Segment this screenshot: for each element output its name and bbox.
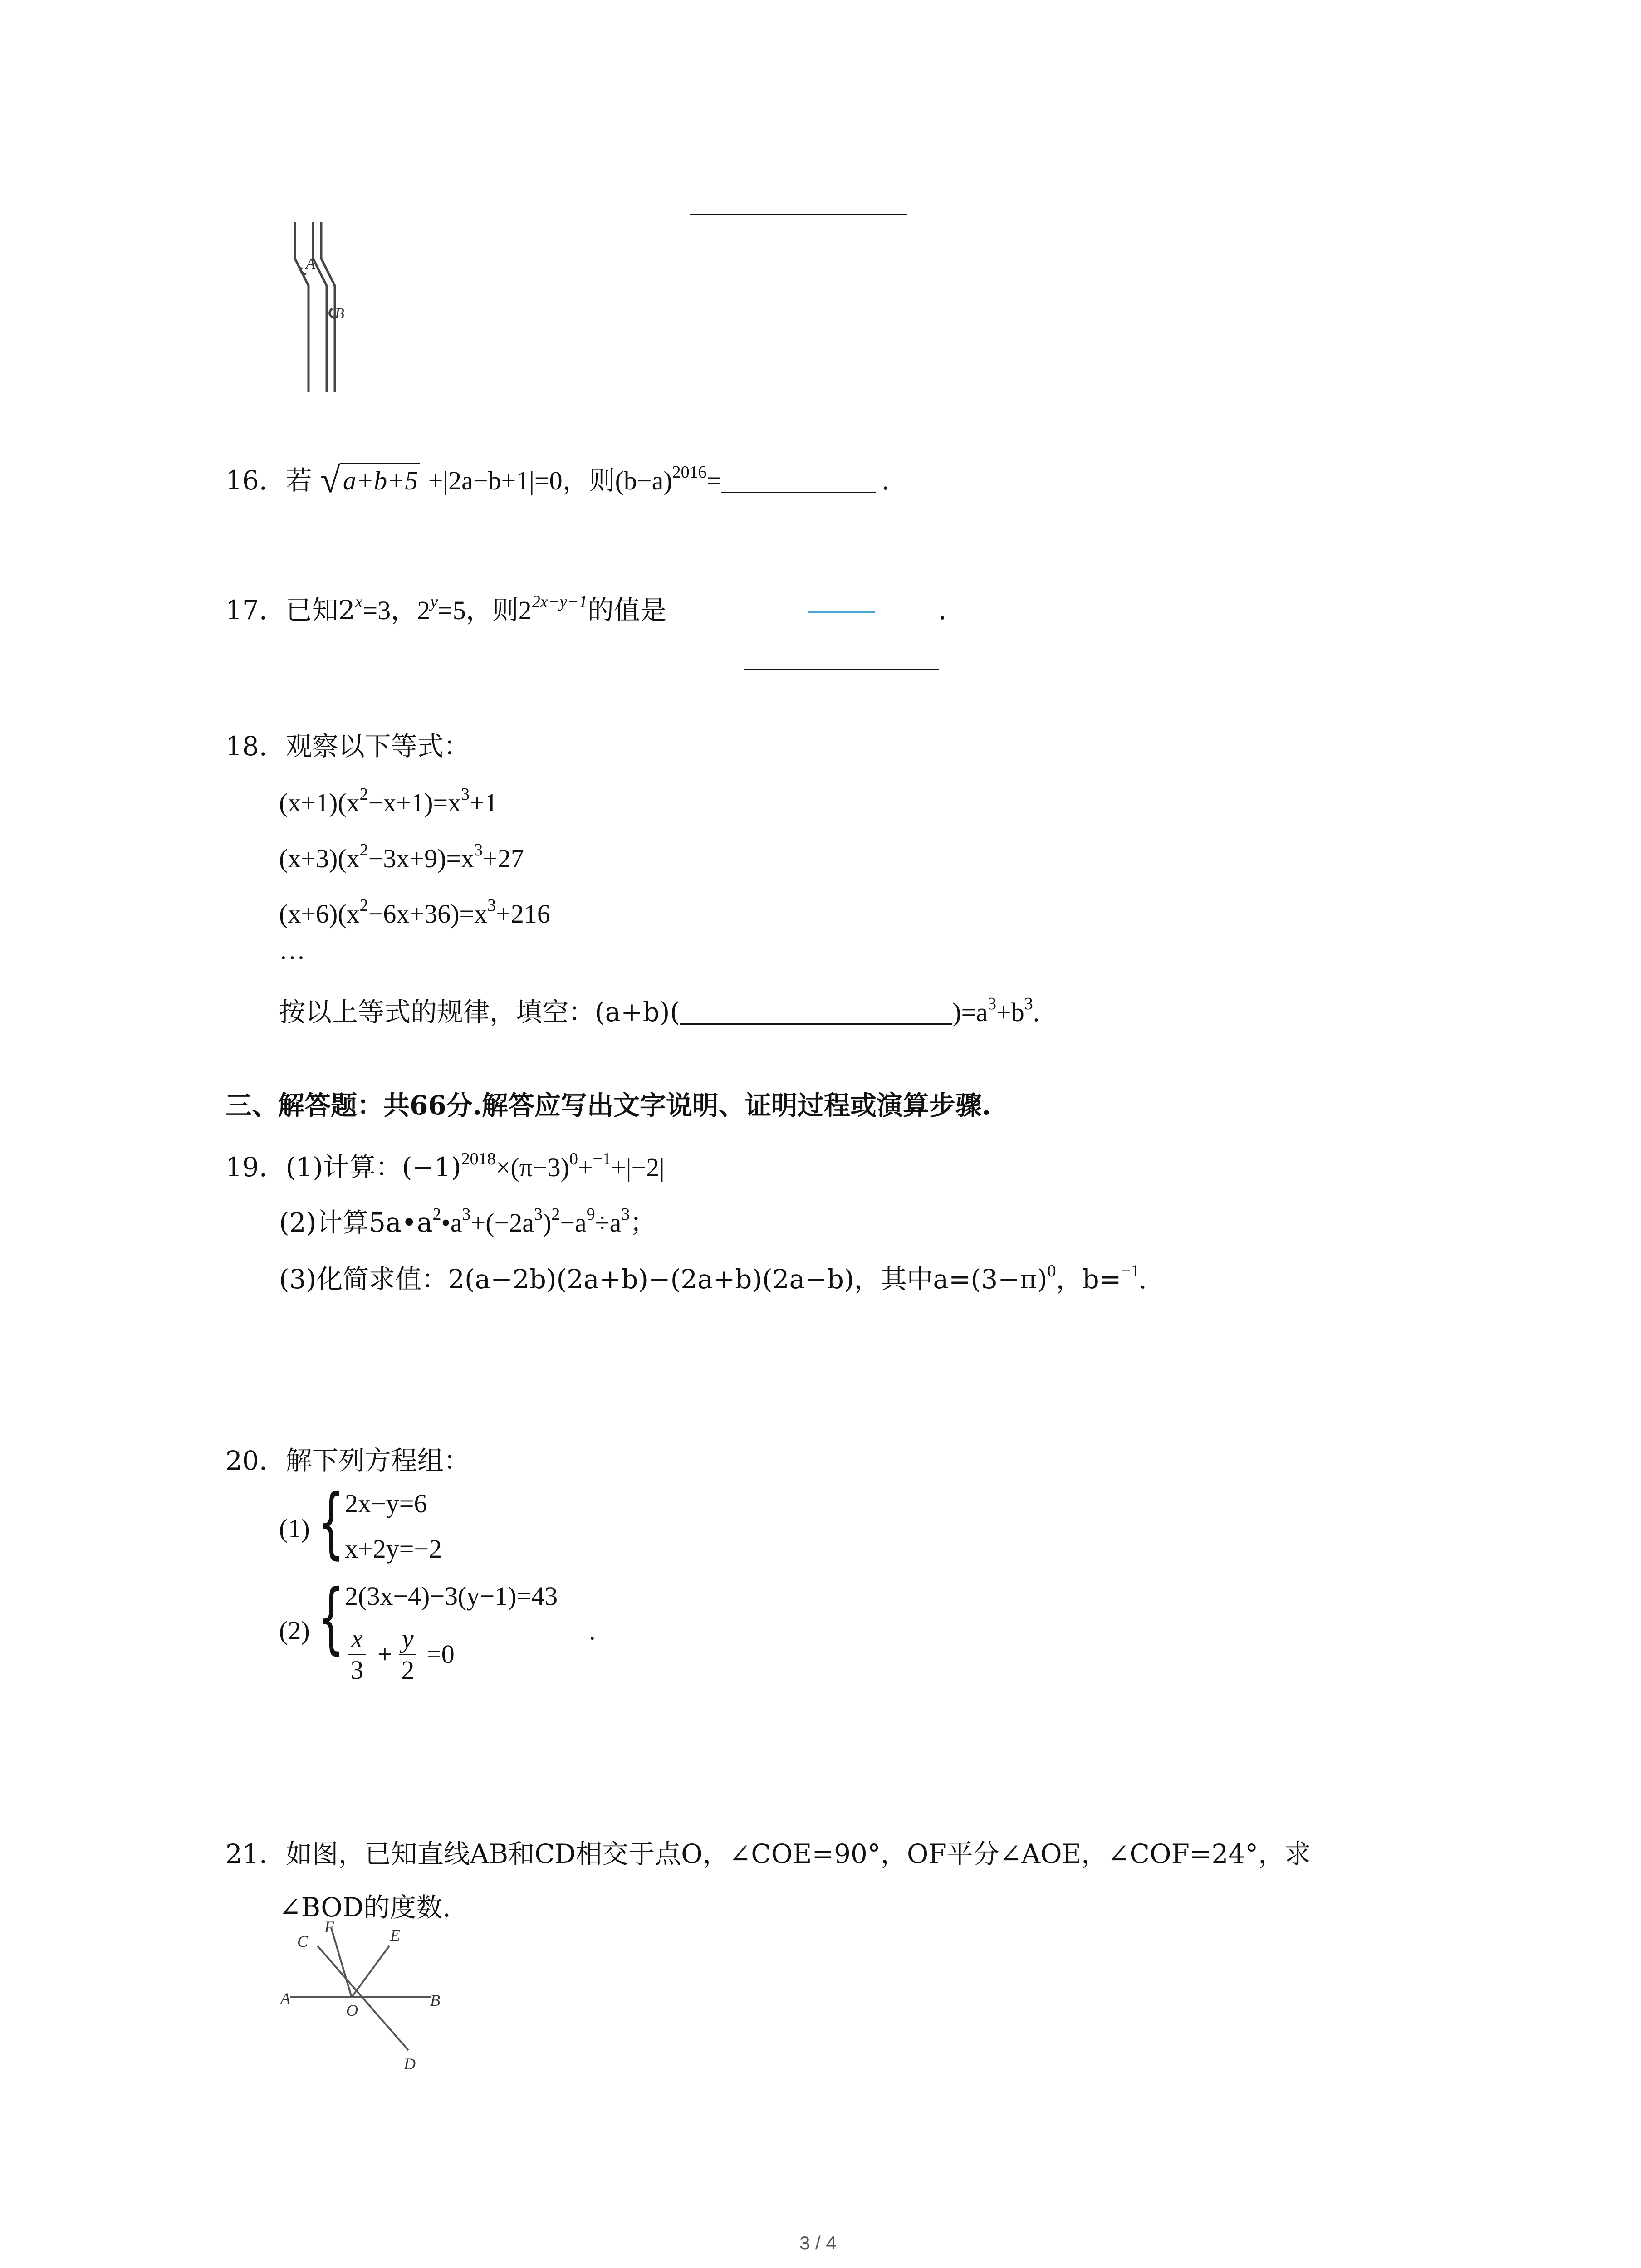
q16-radicand: a+b+5 (340, 463, 420, 495)
q17-text2: =3，2 (362, 596, 431, 625)
fill-lead: 按以上等式的规律，填空：(a+b)( (279, 997, 681, 1027)
q15-answer-blank (690, 214, 907, 215)
label-a: A (280, 1989, 290, 2008)
q18-fill (279, 996, 1039, 1028)
p3-exp: −1 (1121, 1261, 1140, 1281)
q17-exp: 2x−y−1 (531, 592, 588, 611)
q20-intro-text: 解下列方程组： (285, 1445, 470, 1476)
q20-s1-line1: 2x−y=6 (345, 1489, 427, 1518)
q20-s2-label: (2) (279, 1616, 310, 1645)
p2-exp: 3 (621, 1205, 630, 1224)
sqrt-symbol: √ (320, 460, 341, 500)
q16-number: 16. (225, 465, 268, 496)
fill-plus: +b (996, 997, 1024, 1027)
q18-ellipsis: … (279, 935, 305, 965)
label-f: F (324, 1919, 334, 1936)
q18-number: 18. (225, 731, 268, 762)
q17-text4: 的值是 (587, 595, 666, 626)
p2-exp: 3 (462, 1205, 471, 1224)
p2-b: •a (441, 1208, 462, 1237)
fill-exp: 3 (987, 994, 996, 1013)
q15-label-b: B (335, 305, 344, 322)
q17-answer-blank (744, 669, 939, 670)
page-number: 3 / 4 (799, 2232, 837, 2253)
q16-prefix: 若 (285, 465, 312, 496)
p2-g: ； (630, 1207, 656, 1238)
p1-c: + (578, 1153, 593, 1182)
fill-exp: 3 (1024, 994, 1033, 1013)
p2-exp: 9 (586, 1205, 595, 1224)
q15-figure (281, 218, 386, 395)
eq-exp: 3 (487, 896, 496, 915)
eq-left: (x+3)(x (279, 844, 360, 873)
eq-mid: −3x+9)=x (368, 844, 475, 873)
eq-exp: 2 (359, 896, 368, 915)
eq-left: (x+6)(x (279, 899, 360, 929)
section-3-title: 三、解答题：共66分.解答应写出文字说明、证明过程或演算步骤. (225, 1090, 991, 1121)
q18-eq1 (279, 787, 498, 819)
q18-eq2 (279, 843, 524, 875)
label-c: C (297, 1932, 309, 1950)
q17-number: 17. (225, 595, 268, 626)
eq-exp: 3 (461, 785, 470, 804)
q19-p3 (279, 1263, 1146, 1295)
q18-intro (225, 730, 470, 762)
q17-text1: 已知2 (285, 595, 355, 626)
p1-a: (1)计算：(−1) (285, 1152, 461, 1183)
q18-eq3 (279, 898, 550, 930)
p2-exp: 2 (432, 1205, 441, 1224)
frac-num: x (348, 1624, 366, 1655)
q16-answer-blank (721, 468, 876, 493)
p3-exp: 0 (1047, 1261, 1056, 1281)
p3-a: (3)化简求值：2(a−2b)(2a+b)−(2a+b)(2a−b)，其中a=(3−π) (279, 1264, 1048, 1295)
q20-s2-eq: =0 (426, 1639, 455, 1669)
p3-c: . (1139, 1265, 1146, 1294)
frac-num: y (399, 1624, 416, 1655)
q20-s1-line2: x+2y=−2 (345, 1534, 442, 1564)
q19-p1 (225, 1151, 665, 1183)
frac-den: 3 (350, 1655, 364, 1685)
eq-exp: 3 (474, 841, 483, 860)
q20-s2-dot: . (589, 1616, 596, 1645)
q18-answer-blank (680, 1000, 952, 1025)
q21-line1 (225, 1838, 1311, 1870)
eq-mid: −6x+36)=x (368, 899, 488, 929)
p2-c: +(−2a (470, 1208, 534, 1237)
q16-exp: 2016 (672, 463, 707, 482)
eq-right: +1 (470, 788, 498, 817)
fill-dot: . (1033, 997, 1040, 1027)
q16: 16. 若 √ a+b+5 +|2a−b+1|=0，则$(b-a)^{2016}=$ . (225, 460, 890, 500)
p1-exp: 0 (569, 1149, 578, 1168)
eq-exp: 2 (359, 785, 368, 804)
p1-d: +|−2| (611, 1153, 665, 1182)
q17-text3: =5，则2 (438, 596, 532, 625)
q17 (225, 594, 666, 626)
p2-e: −a (560, 1208, 587, 1237)
q20-s2-frac-x (348, 1624, 366, 1685)
q20-s1-label: (1) (279, 1514, 310, 1543)
p1-exp: 2018 (461, 1149, 496, 1168)
q15-label-a: A (306, 255, 315, 272)
label-b: B (430, 1991, 440, 2009)
q20-intro (225, 1445, 470, 1476)
q20-s1-brace: { (318, 1478, 345, 1568)
q19-p2 (279, 1207, 656, 1239)
frac-den: 2 (401, 1655, 415, 1685)
q21-figure (272, 1919, 467, 2082)
q17-blue-mark (808, 611, 875, 613)
q20-s2-frac-y (399, 1624, 416, 1685)
p1-b: ×(π−3) (495, 1153, 569, 1182)
q21-line2: ∠BOD的度数. (279, 1892, 451, 1923)
label-o: O (346, 2001, 358, 2019)
eq-mid: −x+1)=x (368, 788, 461, 817)
q21-number: 21. (225, 1838, 268, 1869)
p2-exp: 3 (534, 1205, 543, 1224)
q16-eq: = (706, 466, 722, 495)
eq-exp: 2 (359, 841, 368, 860)
q17-dot: . (938, 595, 947, 626)
label-d: D (404, 2055, 416, 2073)
p1-exp: −1 (593, 1149, 612, 1168)
q20-number: 20. (225, 1445, 268, 1476)
q20-s2-line1: 2(3x−4)−3(y−1)=43 (345, 1581, 558, 1611)
fill-close: )=a (952, 997, 988, 1027)
p2-f: ÷a (595, 1208, 622, 1237)
ray-of (331, 1928, 352, 1997)
q21-text-1: 如图，已知直线AB和CD相交于点O，∠COE=90°，OF平分∠AOE，∠COF=24°，求 (285, 1838, 1311, 1869)
p2-exp: 2 (551, 1205, 560, 1224)
eq-left: (x+1)(x (279, 788, 360, 817)
q18-intro-text: 观察以下等式： (285, 731, 470, 762)
q17-x: x (355, 592, 363, 611)
label-e: E (390, 1926, 400, 1944)
p2-a: (2)计算5a•a (279, 1207, 433, 1238)
eq-right: +216 (496, 899, 550, 929)
ray-oe (352, 1946, 389, 1997)
q20-s2-plus: + (377, 1639, 392, 1669)
q19-number: 19. (225, 1152, 268, 1183)
q20-s2-brace: { (318, 1573, 345, 1663)
p3-b: ，b= (1056, 1264, 1122, 1295)
p2-d: ) (542, 1208, 552, 1237)
eq-right: +27 (483, 844, 524, 873)
q17-y: y (430, 592, 438, 611)
q16-abs: +|2a−b+1|=0，则(b−a) (428, 466, 672, 495)
